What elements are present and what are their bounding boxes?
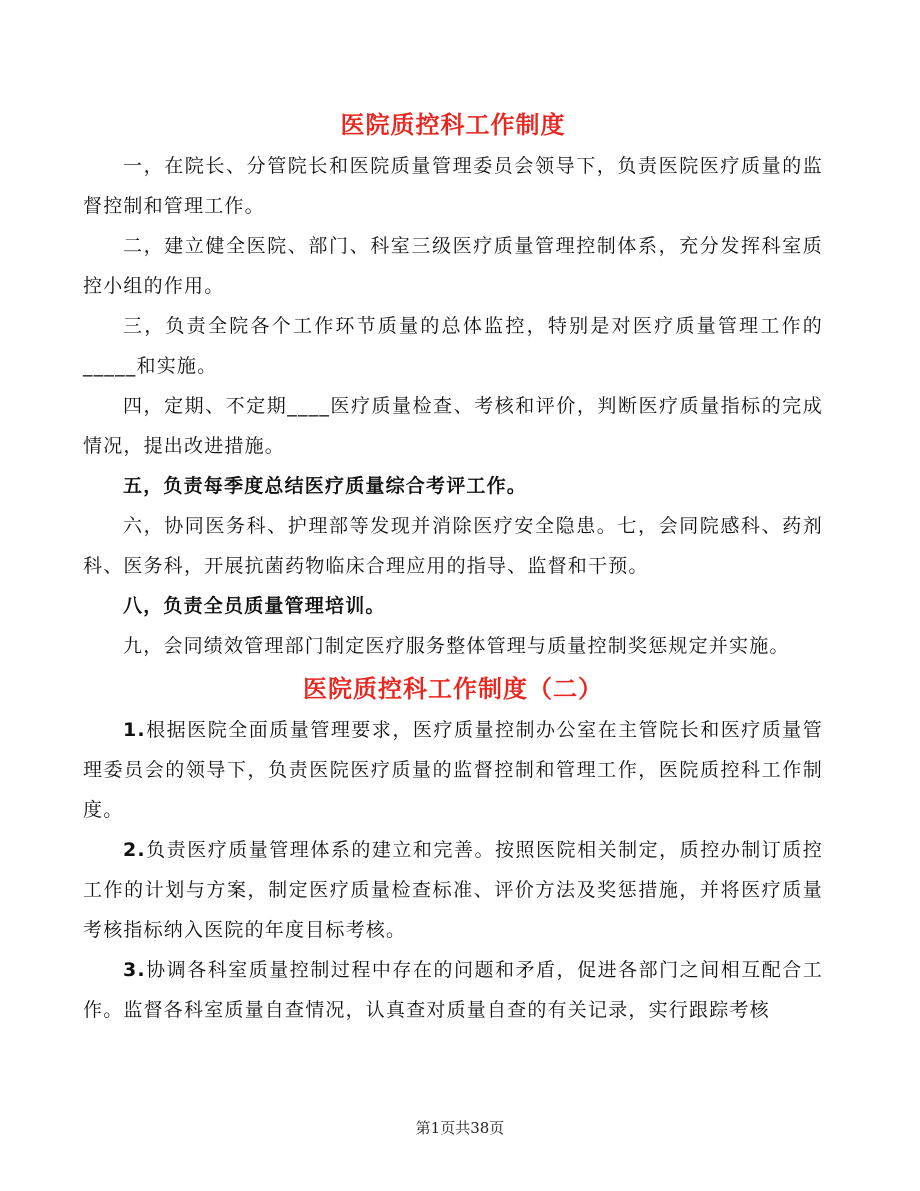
item-text: 负责医疗质量管理体系的建立和完善。按照医院相关制定，质控办制订质控工作的计划与方案，制定医疗质量检查标准、评价方法及奖惩措施，并将医疗质量考核指标纳入医院的年度目标考核。 xyxy=(83,839,823,941)
page-number-footer: 第1页共38页 xyxy=(415,1119,505,1137)
paragraph-8: 八，负责全员质量管理培训。 xyxy=(123,595,386,617)
paragraph-6: 六，协同医务科、护理部等发现并消除医疗安全隐患。七，会同院感科、药剂科、医务科，开展抗菌药物临床合理应用的指导、监督和干预。 xyxy=(83,515,823,577)
paragraph-4: 四，定期、不定期____医疗质量检查、考核和评价，判断医疗质量指标的完成情况，提出改进措施。 xyxy=(83,395,823,457)
paragraph-9: 九，会同绩效管理部门制定医疗服务整体管理与质量控制奖惩规定并实施。 xyxy=(123,635,790,657)
numbered-paragraph-1 xyxy=(83,710,823,830)
item-number: 3. xyxy=(123,959,146,981)
paragraph-5: 五，负责每季度总结医疗质量综合考评工作。 xyxy=(123,475,528,497)
paragraph-2: 二，建立健全医院、部门、科室三级医疗质量管理控制体系，充分发挥科室质控小组的作用。 xyxy=(83,235,823,297)
section-one xyxy=(83,146,823,666)
paragraph-3: 三，负责全院各个工作环节质量的总体监控，特别是对医疗质量管理工作的_____和实施。 xyxy=(83,315,823,377)
item-number: 1. xyxy=(123,719,146,741)
section-two xyxy=(83,710,823,1030)
section-two-title: 医院质控科工作制度（二） xyxy=(303,674,603,703)
document-title: 医院质控科工作制度 xyxy=(340,110,566,139)
item-text: 根据医院全面质量管理要求，医疗质量控制办公室在主管院长和医疗质量管理委员会的领导下，负责医院医疗质量的监督控制和管理工作，医院质控科工作制度。 xyxy=(83,719,823,821)
paragraph-1: 一，在院长、分管院长和医院质量管理委员会领导下，负责医院医疗质量的监督控制和管理工作。 xyxy=(83,155,823,217)
item-text: 协调各科室质量控制过程中存在的问题和矛盾，促进各部门之间相互配合工作。监督各科室质量自查情况，认真查对质量自查的有关记录，实行跟踪考核 xyxy=(83,959,823,1021)
item-number: 2. xyxy=(123,839,146,861)
numbered-paragraph-3 xyxy=(83,950,823,1030)
numbered-paragraph-2 xyxy=(83,830,823,950)
document-page xyxy=(83,104,823,1030)
